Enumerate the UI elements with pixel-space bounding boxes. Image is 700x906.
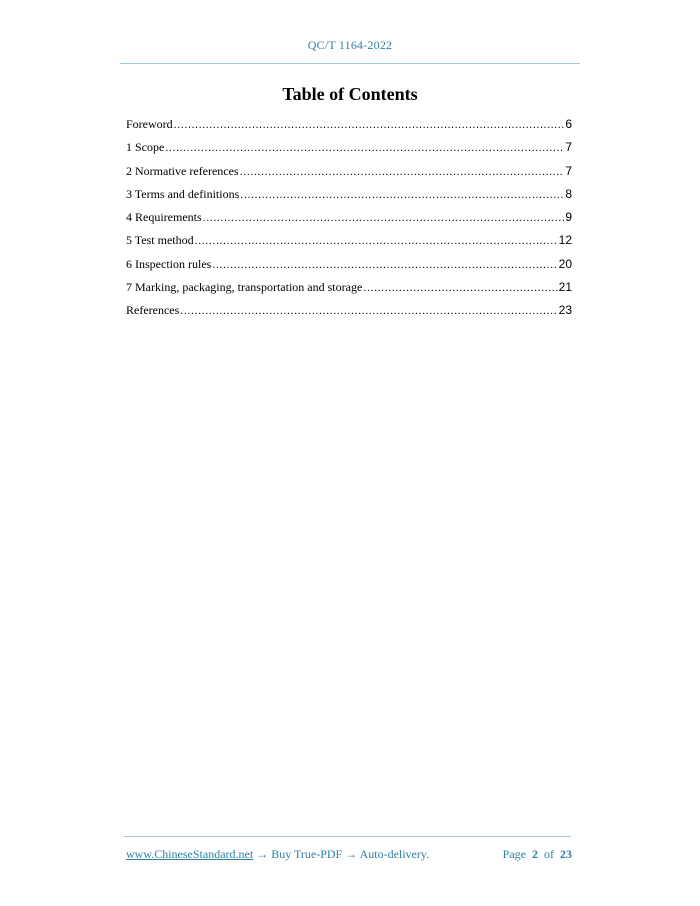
- toc-entry-label: 1 Scope: [126, 140, 165, 155]
- toc-leader-dots: [174, 119, 565, 131]
- toc-entry-page: 7: [565, 140, 572, 155]
- header-divider: [120, 63, 580, 64]
- toc-entry-label: Foreword: [126, 117, 173, 131]
- toc-entry-page: 23: [558, 303, 572, 318]
- toc-entry-page: 6: [565, 117, 572, 131]
- toc-entry-label: 6 Inspection rules: [126, 256, 212, 271]
- page-of: of: [544, 847, 554, 861]
- toc-entry-label: 2 Normative references: [126, 163, 239, 178]
- toc-entry-page: 8: [565, 186, 572, 201]
- toc-entry-label: 7 Marking, packaging, transportation and storage: [126, 280, 363, 295]
- toc-entry-label: 3 Terms and definitions: [126, 186, 240, 201]
- toc-leader-dots: [240, 166, 565, 178]
- toc-entry-references[interactable]: [126, 303, 572, 326]
- toc-leader-dots: [180, 305, 557, 317]
- toc-entry-page: 21: [558, 280, 572, 295]
- document-footer: [126, 847, 572, 862]
- toc-entry-terms-and-definitions[interactable]: [126, 187, 572, 210]
- toc-leader-dots: [240, 189, 564, 201]
- toc-title: Table of Contents: [282, 84, 418, 104]
- toc-entry-inspection-rules[interactable]: [126, 257, 572, 280]
- toc-leader-dots: [165, 142, 564, 154]
- toc-leader-dots: [203, 212, 565, 224]
- table-of-contents: [126, 117, 572, 327]
- footer-divider: [124, 836, 571, 837]
- toc-leader-dots: [195, 235, 558, 247]
- toc-entry-scope[interactable]: [126, 140, 572, 163]
- footer-promo-text: → Buy True-PDF → Auto-delivery.: [253, 847, 430, 861]
- toc-entry-label: 5 Test method: [126, 233, 194, 248]
- page-current: 2: [532, 847, 538, 861]
- website-link[interactable]: www.ChineseStandard.net: [126, 847, 254, 861]
- toc-entry-label: References: [126, 303, 180, 318]
- document-header: [0, 38, 700, 53]
- toc-leader-dots: [363, 282, 557, 294]
- toc-entry-marking-packaging[interactable]: [126, 280, 572, 303]
- page-total: 23: [560, 847, 572, 861]
- toc-entry-foreword[interactable]: [126, 117, 572, 140]
- page-prefix: Page: [502, 847, 526, 861]
- toc-entry-test-method[interactable]: [126, 233, 572, 256]
- document-id: QC/T 1164-2022: [307, 38, 393, 52]
- toc-entry-label: 4 Requirements: [126, 210, 202, 225]
- toc-entry-page: 7: [565, 163, 572, 178]
- toc-entry-page: 12: [558, 233, 572, 248]
- toc-entry-page: 9: [565, 210, 572, 225]
- footer-promo: [126, 847, 429, 862]
- toc-entry-normative-references[interactable]: [126, 164, 572, 187]
- page-number: [503, 847, 572, 862]
- toc-entry-page: 20: [558, 256, 572, 271]
- toc-entry-requirements[interactable]: [126, 210, 572, 233]
- toc-leader-dots: [212, 259, 557, 271]
